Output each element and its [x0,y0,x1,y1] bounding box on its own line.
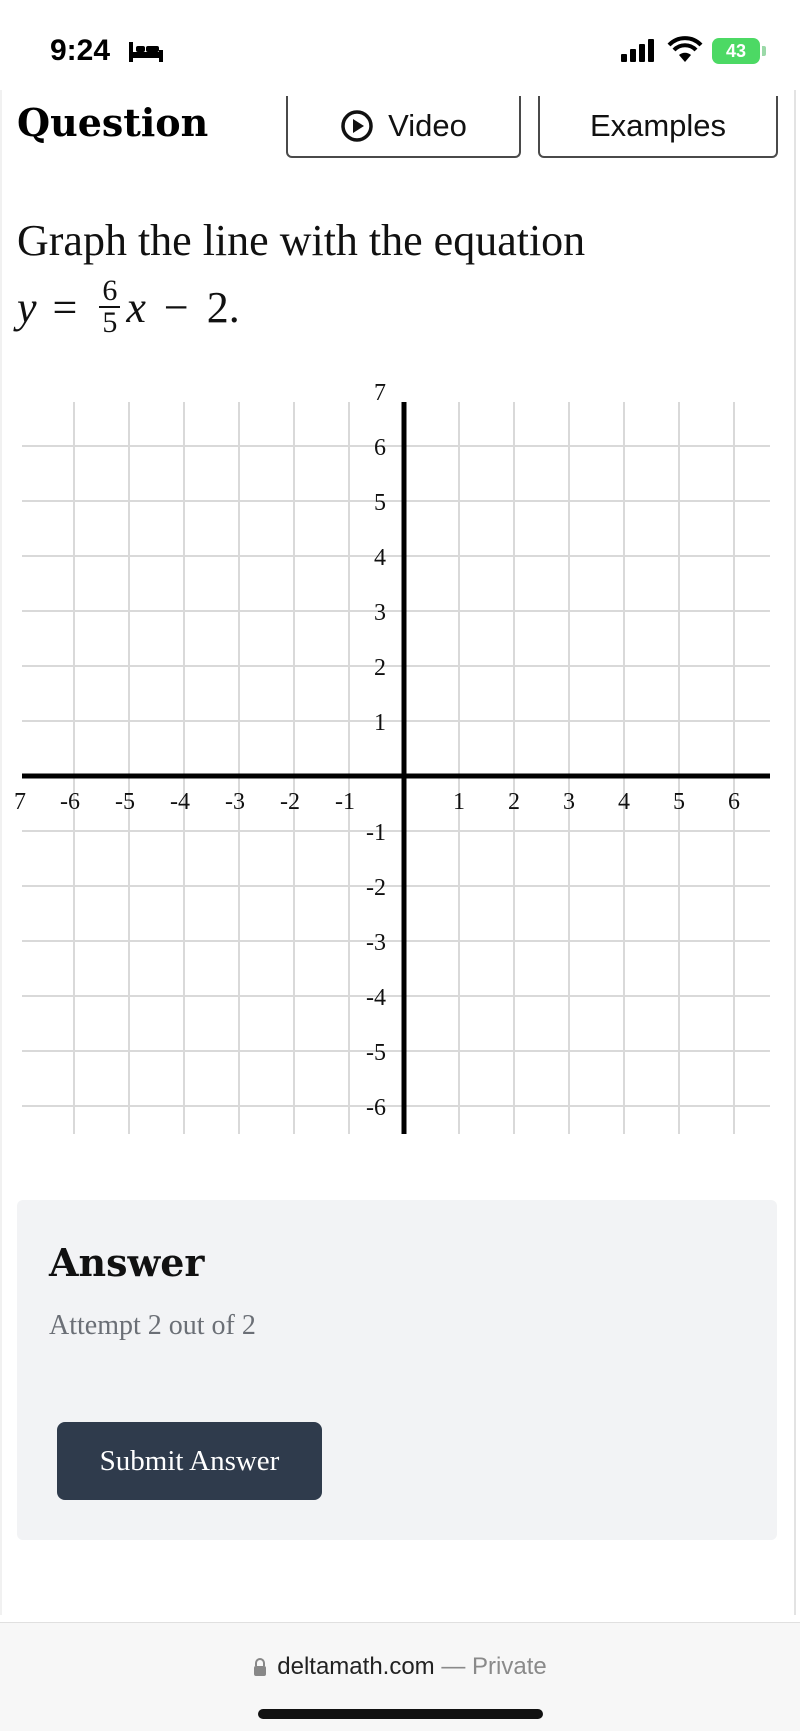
url-display[interactable] [0,1653,800,1681]
x-tick-label: 4 [618,789,630,815]
y-tick-label: -1 [366,820,386,846]
x-tick-label: 5 [673,789,685,815]
y-tick-label: -3 [366,930,386,956]
y-tick-label: -2 [366,875,386,901]
fraction-denominator: 5 [102,306,118,339]
fraction-numerator: 6 [99,276,120,308]
signal-icon [620,38,656,62]
url-privacy-label: Private [472,1653,547,1680]
equation-minus: − [163,282,189,332]
y-tick-label: 4 [374,545,386,571]
y-tick-label: 7 [374,380,386,406]
x-tick-label: 6 [728,789,740,815]
y-tick-label: -5 [366,1040,386,1066]
x-tick-label: 3 [563,789,575,815]
x-tick-label: -5 [115,789,135,815]
bed-icon [128,40,164,62]
equation-y: y [17,282,37,332]
battery-level: 43 [725,41,747,61]
browser-url-bar[interactable] [0,1622,800,1731]
y-tick-label: 3 [374,600,386,626]
answer-heading: Answer [49,1240,205,1285]
x-tick-label: 2 [508,789,520,815]
equation-x: x [126,282,146,332]
y-tick-label: -4 [366,985,386,1011]
x-tick-label: -1 [335,789,355,815]
equation-constant: 2 [206,282,229,332]
video-button[interactable] [286,96,521,158]
equation-equals: = [52,282,78,332]
examples-button[interactable] [538,96,778,158]
battery-tip [762,46,766,56]
submit-answer-button[interactable] [57,1422,322,1500]
battery-icon [712,38,760,64]
equation [17,272,240,342]
x-tick-label: 7 [14,789,26,815]
y-tick-label: 5 [374,490,386,516]
video-button-label: Video [388,108,467,143]
equation-fraction [99,276,120,338]
y-tick-label: -6 [366,1095,386,1121]
wifi-icon [668,38,702,64]
examples-button-label: Examples [589,108,727,143]
x-tick-label: -2 [280,789,300,815]
status-bar [0,0,800,100]
status-time: 9:24 [50,34,111,67]
submit-answer-label: Submit Answer [99,1444,280,1477]
x-tick-label: 1 [453,789,465,815]
play-circle-icon [340,109,374,143]
url-domain: deltamath.com [277,1653,435,1680]
question-heading: Question [17,100,209,145]
url-separator: — [434,1653,473,1680]
answer-panel [17,1200,777,1540]
lock-icon [253,1658,267,1676]
x-tick-label: -4 [170,789,190,815]
y-tick-label: 2 [374,655,386,681]
home-indicator[interactable] [258,1709,543,1719]
x-tick-label: -6 [60,789,80,815]
y-tick-label: 6 [374,435,386,461]
x-tick-label: -3 [225,789,245,815]
equation-period: . [228,282,240,332]
coordinate-plane[interactable] [0,380,800,1140]
y-tick-label: 1 [374,710,386,736]
attempt-counter: Attempt 2 out of 2 [49,1310,256,1341]
question-prompt: Graph the line with the equation [17,216,586,265]
